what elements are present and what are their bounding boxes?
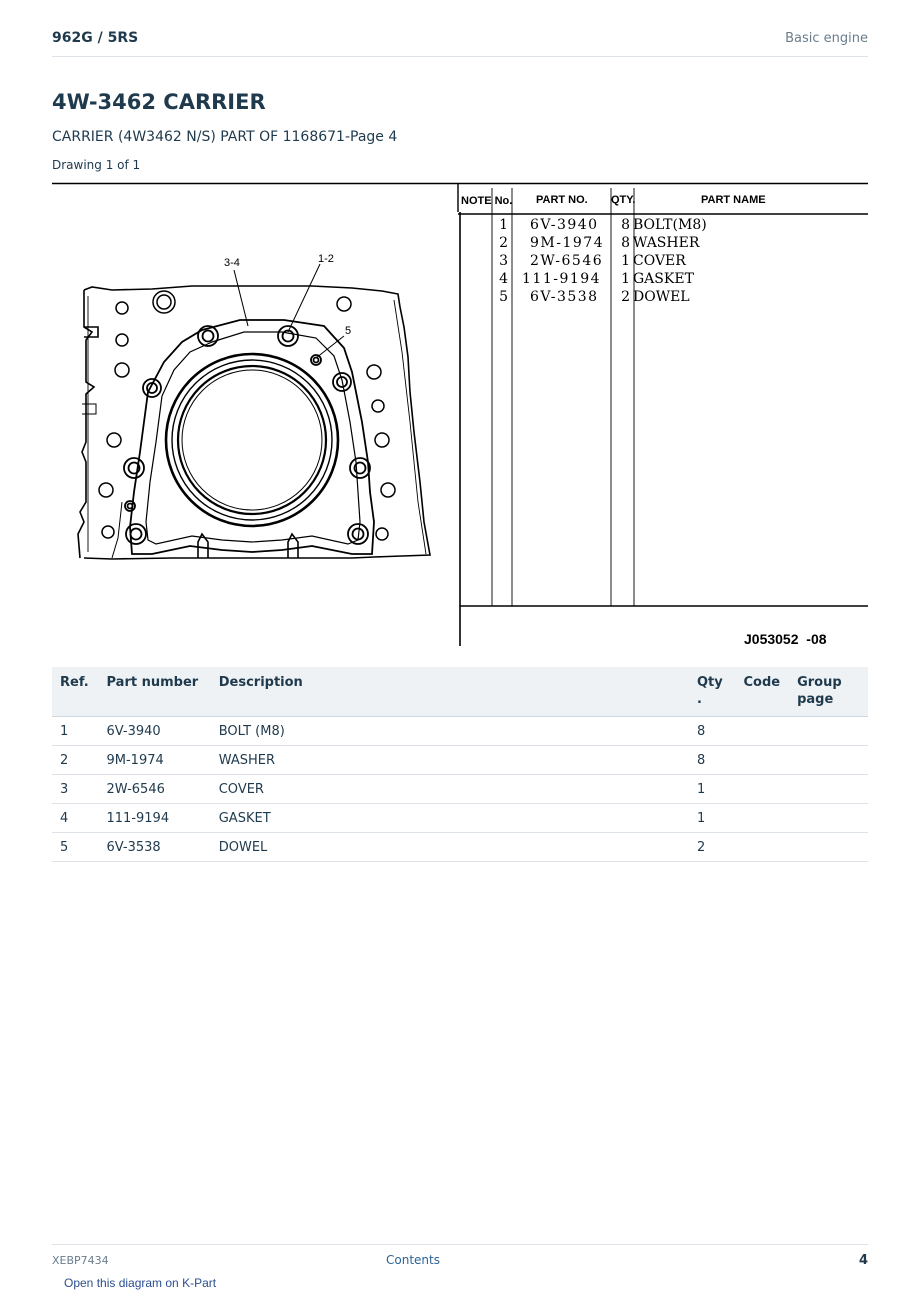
page-footer xyxy=(52,1244,868,1269)
callout-3-4: 3-4 xyxy=(224,257,240,269)
cell-code xyxy=(736,804,790,833)
cell-group-page xyxy=(789,833,868,862)
plist-row xyxy=(499,235,700,251)
col-ref: Ref. xyxy=(52,667,99,717)
svg-text:5: 5 xyxy=(499,289,508,305)
cell-code xyxy=(736,717,790,746)
cell-ref: 3 xyxy=(52,775,99,804)
svg-text:COVER: COVER xyxy=(633,253,686,269)
table-row xyxy=(52,833,868,862)
table-header-row xyxy=(52,667,868,717)
cell-ref: 1 xyxy=(52,717,99,746)
table-row xyxy=(52,746,868,775)
cell-description: DOWEL xyxy=(211,833,689,862)
cell-qty: 8 xyxy=(689,717,736,746)
cell-qty: 8 xyxy=(689,746,736,775)
col-group-page: Group page xyxy=(789,667,868,717)
table-row xyxy=(52,717,868,746)
cell-ref: 5 xyxy=(52,833,99,862)
svg-text:3: 3 xyxy=(499,253,508,269)
cell-description: COVER xyxy=(211,775,689,804)
cell-qty: 1 xyxy=(689,775,736,804)
cell-part-number: 2W-6546 xyxy=(99,775,211,804)
svg-text:2W-6546: 2W-6546 xyxy=(530,253,604,269)
svg-text:6V-3538: 6V-3538 xyxy=(530,289,599,305)
cell-part-number: 6V-3940 xyxy=(99,717,211,746)
cell-part-number: 9M-1974 xyxy=(99,746,211,775)
cell-part-number: 6V-3538 xyxy=(99,833,211,862)
svg-text:9M-1974: 9M-1974 xyxy=(530,235,605,251)
cell-group-page xyxy=(789,804,868,833)
cell-description: WASHER xyxy=(211,746,689,775)
callout-5: 5 xyxy=(345,325,352,337)
machine-model: 962G / 5RS xyxy=(52,30,139,46)
drawing-ref-code: J053052 -08 xyxy=(744,631,827,647)
contents-link[interactable]: Contents xyxy=(386,1253,440,1267)
svg-text:8: 8 xyxy=(621,235,630,251)
cell-description: BOLT (M8) xyxy=(211,717,689,746)
svg-text:GASKET: GASKET xyxy=(633,271,694,287)
cell-code xyxy=(736,833,790,862)
cell-ref: 4 xyxy=(52,804,99,833)
cell-qty: 2 xyxy=(689,833,736,862)
svg-text:8: 8 xyxy=(621,217,630,233)
plist-header-qty: QTY. xyxy=(611,194,636,206)
plist-row xyxy=(499,271,694,287)
cell-group-page xyxy=(789,746,868,775)
parts-table xyxy=(52,667,868,862)
page-subtitle: CARRIER (4W3462 N/S) PART OF 1168671-Page 4 xyxy=(52,129,398,145)
svg-text:1: 1 xyxy=(499,217,508,233)
col-description: Description xyxy=(211,667,689,717)
section-name: Basic engine xyxy=(785,31,868,46)
page-header xyxy=(52,28,868,57)
svg-text:4: 4 xyxy=(499,271,508,287)
col-qty: Qty . xyxy=(689,667,736,717)
plist-header-name: PART NAME xyxy=(701,194,766,206)
drawing-count: Drawing 1 of 1 xyxy=(52,158,141,172)
cell-description: GASKET xyxy=(211,804,689,833)
svg-text:6V-3940: 6V-3940 xyxy=(530,217,599,233)
col-code: Code xyxy=(736,667,790,717)
cell-part-number: 111-9194 xyxy=(99,804,211,833)
table-row xyxy=(52,804,868,833)
cell-qty: 1 xyxy=(689,804,736,833)
page-title: 4W-3462 CARRIER xyxy=(52,90,266,114)
carrier-illustration xyxy=(78,264,430,559)
cell-group-page xyxy=(789,717,868,746)
col-part-number: Part number xyxy=(99,667,211,717)
document-id: XEBP7434 xyxy=(52,1254,109,1267)
svg-text:BOLT(M8): BOLT(M8) xyxy=(633,217,707,233)
cell-group-page xyxy=(789,775,868,804)
plist-header-note: NOTE No. xyxy=(461,195,513,207)
svg-text:2: 2 xyxy=(621,289,630,305)
svg-text:111-9194: 111-9194 xyxy=(522,271,602,287)
cell-ref: 2 xyxy=(52,746,99,775)
cell-code xyxy=(736,775,790,804)
svg-text:1: 1 xyxy=(621,253,630,269)
kpart-link[interactable]: Open this diagram on K-Part xyxy=(64,1276,217,1290)
svg-text:2: 2 xyxy=(499,235,508,251)
table-row xyxy=(52,775,868,804)
svg-text:WASHER: WASHER xyxy=(633,235,700,251)
page-number: 4 xyxy=(858,1253,868,1268)
drawing-svg xyxy=(52,182,868,648)
svg-text:1: 1 xyxy=(621,271,630,287)
plist-header-part: PART NO. xyxy=(536,194,588,206)
parts-drawing xyxy=(52,182,868,648)
cell-code xyxy=(736,746,790,775)
plist-row xyxy=(499,217,707,233)
plist-row xyxy=(499,253,686,269)
plist-row xyxy=(499,289,690,305)
callout-1-2: 1-2 xyxy=(318,253,334,265)
svg-text:DOWEL: DOWEL xyxy=(633,289,690,305)
